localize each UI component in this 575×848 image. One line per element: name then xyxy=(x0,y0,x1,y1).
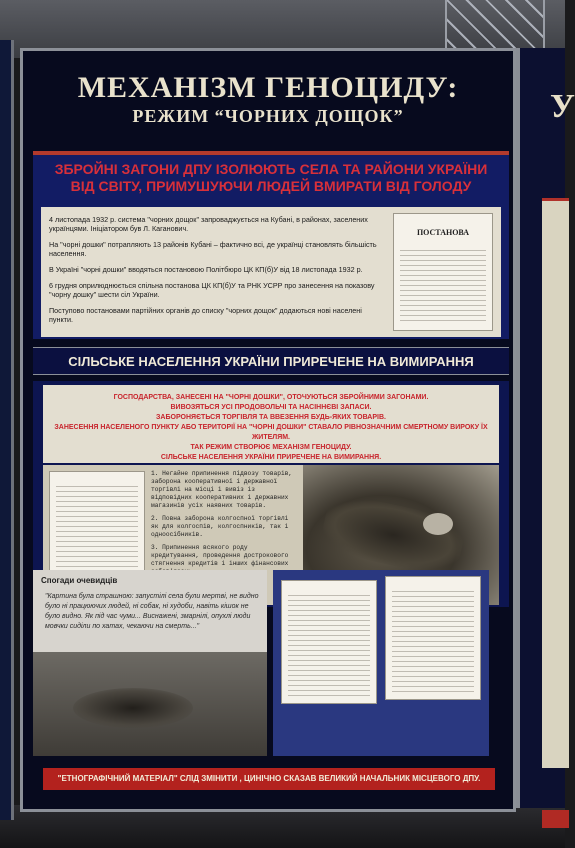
typed-item: 1. Негайне припинення підвозу товарів, заборона кооперативної і державної торгівлі на місці і вивіз із відповідних кооперативних і державних магазинів усіх наявних товарів. xyxy=(151,470,293,509)
resolution-document xyxy=(393,213,493,331)
exhibition-poster xyxy=(20,48,516,812)
footer-quote-bar: "ЕТНОГРАФІЧНИЙ МАТЕРІАЛ" СЛІД ЗМІНИТИ , ЦИНІЧНО СКАЗАВ ВЕЛИКИЙ НАЧАЛЬНИК МІСЦЕВОГО ДПУ. xyxy=(43,768,495,790)
poster-title: МЕХАНІЗМ ГЕНОЦИДУ: xyxy=(77,71,459,104)
section-isolation-text xyxy=(49,215,385,331)
section-testimony xyxy=(23,566,499,759)
paragraph: На "чорні дошки" потрапляють 13 районів Кубані – фактично всі, де українці становлять більшість населення. xyxy=(49,240,377,258)
memoir-title: Спогади очевидців xyxy=(41,576,118,585)
notice-line: ЗАНЕСЕННЯ НАСЕЛЕНОГО ПУНКТУ АБО ТЕРИТОРІЇ НА "ЧОРНІ ДОШКИ" СТАВАЛО РІВНОЗНАЧНИМ СМЕРТНОМУ ВИРОКУ ЇХ ЖИТЕЛЯМ. xyxy=(54,424,488,441)
archival-document xyxy=(281,580,377,704)
right-panel-title-fragment: У xyxy=(550,88,575,125)
document-text-lines xyxy=(288,591,370,697)
notice-line: ВИВОЗЯТЬСЯ УСІ ПРОДОВОЛЬЧІ ТА НАСІННЄВІ ЗАПАСИ. xyxy=(170,404,372,411)
photo-head xyxy=(423,513,453,535)
document-text-lines xyxy=(392,587,474,693)
left-adjacent-panel xyxy=(0,40,14,820)
notice-line: ЗАБОРОНЯЄТЬСЯ ТОРГІВЛЯ ТА ВВЕЗЕННЯ БУДЬ-ЯКИХ ТОВАРІВ. xyxy=(156,414,386,421)
resolution-document-title: ПОСТАНОВА xyxy=(416,228,470,237)
poster-subtitle: РЕЖИМ “ЧОРНИХ ДОЩОК” xyxy=(132,106,404,126)
archival-document xyxy=(385,576,481,700)
paragraph: Поступово постановами партійних органів до списку "чорних дощок" додаються нові населені пункти. xyxy=(49,306,362,324)
memoir-photo xyxy=(73,688,193,728)
typed-item: 3. Припинення всякого роду кредитування, проведення дострокового стягнення кредитів і інших фінансових xyxy=(151,544,289,567)
right-adjacent-panel xyxy=(516,48,575,808)
section-isolation-heading: ЗБРОЙНІ ЗАГОНИ ДПУ ІЗОЛЮЮТЬ СЕЛА ТА РАЙОНИ УКРАЇНИ ВІД СВІТУ, ПРИМУШУЮЧИ ЛЮДЕЙ ВМИРАТИ ВІД ГОЛОДУ xyxy=(54,161,488,194)
section-isolation xyxy=(33,151,509,339)
document-text-lines xyxy=(400,246,486,324)
paragraph: В Україні "чорні дошки" вводяться постановою Політбюро ЦК КП(б)У від 18 листопада 1932 р. xyxy=(49,265,363,274)
typed-item: 2. Повна заборона колгоспної торгівлі як для колгоспів, колгоспників, так і одноосібників. xyxy=(151,515,289,538)
section-population-heading: СІЛЬСЬКЕ НАСЕЛЕННЯ УКРАЇНИ ПРИРЕЧЕНЕ НА ВИМИРАННЯ xyxy=(33,347,509,375)
archival-documents-panel xyxy=(273,570,489,756)
right-panel-content xyxy=(542,198,569,768)
paragraph: 6 грудня оприлюднюється спільна постанова ЦК КП(б)У та РНК УСРР про занесення на показову "чорну дошку" шести сіл України. xyxy=(49,281,375,299)
right-panel-footer-bar xyxy=(542,810,569,828)
notice-line: СІЛЬСЬКЕ НАСЕЛЕННЯ УКРАЇНИ ПРИРЕЧЕНЕ НА ВИМИРАННЯ. xyxy=(160,454,382,461)
paragraph: 4 листопада 1932 р. система "чорних дощок" запроваджується на Кубані, в районах, заселених українцями. Ініціатором був Л. Каганович. xyxy=(49,215,368,233)
notice-line: ГОСПОДАРСТВА, ЗАНЕСЕНІ НА "ЧОРНІ ДОШКИ", ОТОЧУЮТЬСЯ ЗБРОЙНИМИ ЗАГОНАМИ. xyxy=(113,394,429,401)
memoir-quote: "Картина була страшною: запустілі села були мертві, не видно було ні працюючих людей, ні собак, ні худоби, навіть кішок не було видно. Як під час чуми... Виснажені, змарнілі, опухлі люди мовчки сиділи по хатах, чекаючи на смерть..." xyxy=(45,593,259,630)
typed-resolution-excerpt xyxy=(151,470,299,581)
eyewitness-memoir-panel xyxy=(33,570,267,756)
section-population-notice xyxy=(43,385,499,463)
notice-line: ТАК РЕЖИМ СТВОРЮЄ МЕХАНІЗМ ГЕНОЦИДУ. xyxy=(190,444,352,451)
section-isolation-body xyxy=(41,207,501,337)
